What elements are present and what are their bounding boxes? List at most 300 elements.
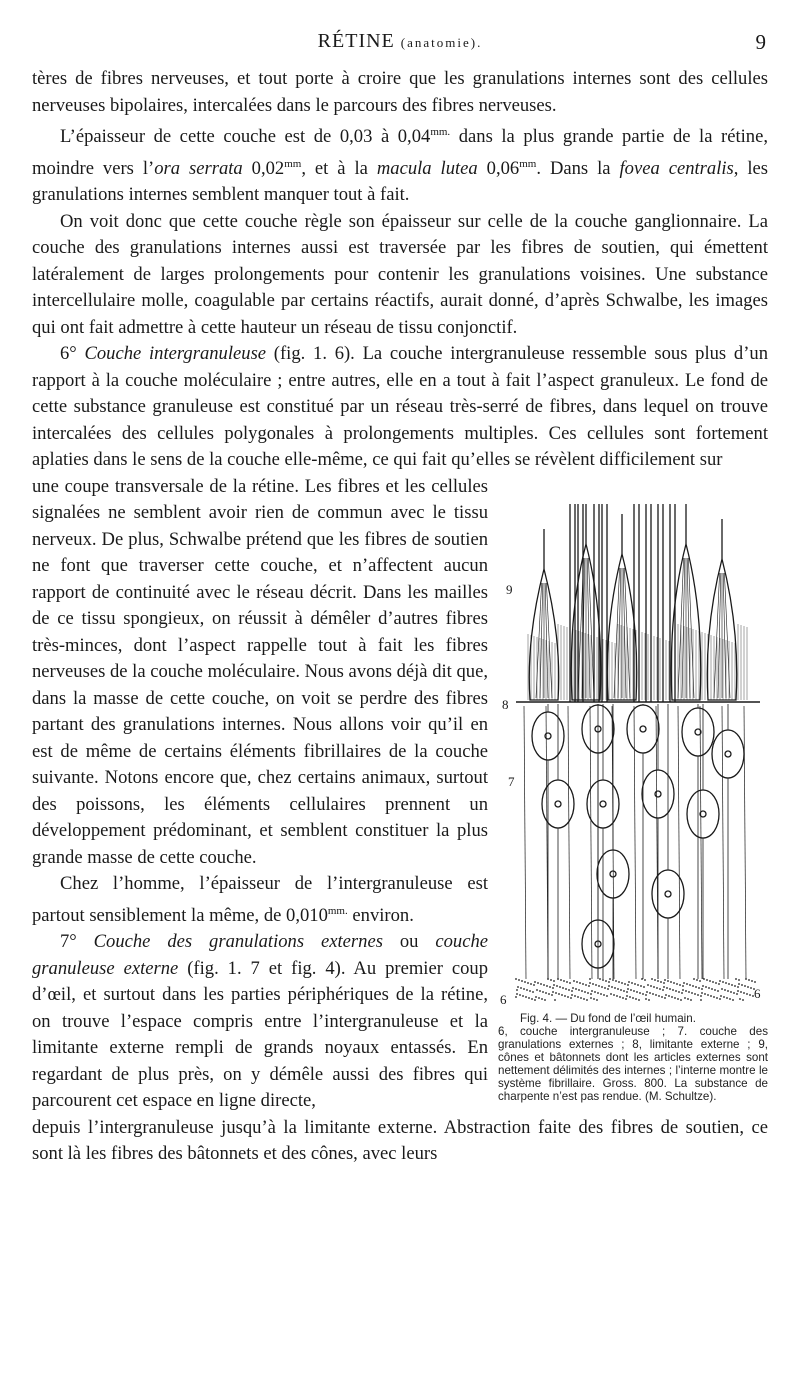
p6-num: 7° bbox=[60, 931, 94, 952]
stipple-dot bbox=[518, 979, 520, 981]
stipple-dot bbox=[550, 979, 552, 981]
stipple-dot bbox=[665, 994, 667, 996]
stipple-dot bbox=[547, 978, 549, 980]
stipple-dot bbox=[733, 992, 735, 994]
stipple-dot bbox=[587, 992, 589, 994]
stipple-dot bbox=[576, 981, 578, 983]
unit-mm: mm bbox=[519, 157, 537, 170]
stipple-dot bbox=[551, 994, 553, 996]
stipple-dot bbox=[697, 994, 699, 996]
stipple-dot bbox=[583, 998, 585, 1000]
stipple-dot bbox=[588, 985, 590, 987]
p6-heading-2: couche granuleuse externe bbox=[32, 931, 488, 979]
nucleus bbox=[687, 790, 719, 838]
stipple-dot bbox=[589, 978, 591, 980]
fovea-centralis: fovea centralis bbox=[619, 157, 734, 179]
stipple-dot bbox=[573, 980, 575, 982]
stipple-dot bbox=[671, 996, 673, 998]
stipple-dot bbox=[605, 980, 607, 982]
stipple-dot bbox=[627, 988, 629, 990]
stipple-dot bbox=[614, 987, 616, 989]
cone-fibrils bbox=[723, 573, 726, 698]
stipple-dot bbox=[532, 991, 534, 993]
stipple-dot bbox=[544, 999, 546, 1001]
stipple-dot bbox=[530, 983, 532, 985]
support-fiber bbox=[568, 706, 570, 979]
stipple-dot bbox=[517, 986, 519, 988]
stipple-dot bbox=[691, 992, 693, 994]
stipple-dot bbox=[718, 983, 720, 985]
stipple-dot bbox=[654, 979, 656, 981]
stipple-dot bbox=[616, 995, 618, 997]
stipple-dot bbox=[638, 999, 640, 1001]
stipple-dot bbox=[715, 982, 717, 984]
stipple-dot bbox=[643, 986, 645, 988]
stipple-dot bbox=[581, 990, 583, 992]
stipple-dot bbox=[728, 983, 730, 985]
stipple-dot bbox=[602, 979, 604, 981]
p4-a: (fig. 1. 6). La couche intergranuleuse ressemble sous plus d’un rapport à la couche moléculaire ; entre autres, elle en a tout à fait l’aspect granuleux. Le fond de cette substance granuleuse est constitué par un réseau très-serré de fibres, dans lequel on trouve intercalées des cellules polygonales à prolongements multiples. Ces cellules sont fortement aplaties dans le sens de la couche elle-même, ce qui fait qu’elles se révèlent difficilement sur bbox=[32, 343, 768, 470]
stipple-dot bbox=[694, 993, 696, 995]
stipple-dot bbox=[615, 980, 617, 982]
stipple-dot bbox=[572, 987, 574, 989]
stipple-dot bbox=[552, 991, 554, 993]
stipple-dot bbox=[720, 995, 722, 997]
stipple-dot bbox=[556, 985, 558, 987]
label-6-right: 6 bbox=[754, 985, 761, 1001]
p5-a: Chez l’homme, l’épaisseur de l’intergranuleuse est partout sensiblement la même, de 0,010 bbox=[32, 873, 488, 926]
stipple-dot bbox=[593, 998, 595, 1000]
nucleolus bbox=[725, 751, 731, 757]
support-fiber bbox=[744, 706, 746, 979]
stipple-dot bbox=[626, 991, 628, 993]
stipple-dot bbox=[719, 998, 721, 1000]
stipple-dot bbox=[634, 983, 636, 985]
p2-d: , et à la bbox=[301, 157, 377, 179]
stipple-dot bbox=[612, 979, 614, 981]
caption-lead: Fig. 4. — Du fond de l’œil humain. bbox=[520, 1011, 696, 1025]
stipple-dot bbox=[553, 980, 555, 982]
stipple-dot bbox=[709, 980, 711, 982]
stipple-dot bbox=[735, 978, 737, 980]
stipple-dot bbox=[592, 983, 594, 985]
stipple-dot bbox=[749, 994, 751, 996]
stipple-dot bbox=[719, 980, 721, 982]
retina-illustration bbox=[498, 474, 768, 1012]
stipple-dot bbox=[696, 979, 698, 981]
stipple-dot bbox=[653, 986, 655, 988]
stipple-dot bbox=[687, 998, 689, 1000]
p4-num: 6° bbox=[60, 343, 85, 364]
stipple-dot bbox=[700, 999, 702, 1001]
stipple-dot bbox=[579, 982, 581, 984]
body-text bbox=[32, 66, 768, 1168]
stipple-dot bbox=[637, 984, 639, 986]
nucleolus bbox=[665, 891, 671, 897]
p5-b: environ. bbox=[347, 904, 414, 926]
stipple-dot bbox=[652, 993, 654, 995]
stipple-dot bbox=[575, 988, 577, 990]
support-fiber bbox=[678, 706, 680, 979]
stipple-dot bbox=[706, 979, 708, 981]
p2-b: dans la plus grande partie de la rétine, moindre vers l’ bbox=[32, 126, 768, 179]
cone-fibrils bbox=[623, 568, 626, 698]
stipple-dot bbox=[541, 998, 543, 1000]
stipple-dot bbox=[526, 989, 528, 991]
stipple-dot bbox=[543, 984, 545, 986]
stipple-dot bbox=[734, 985, 736, 987]
stipple-dot bbox=[531, 998, 533, 1000]
stipple-dot bbox=[549, 986, 551, 988]
p2-a: L’épaisseur de cette couche est de 0,03 à 0,04 bbox=[60, 126, 431, 147]
stipple-dot bbox=[747, 986, 749, 988]
stipple-dot bbox=[591, 990, 593, 992]
stipple-dot bbox=[640, 985, 642, 987]
stipple-dot bbox=[639, 992, 641, 994]
p4-heading: Couche intergranuleuse bbox=[84, 343, 267, 364]
stipple-dot bbox=[732, 999, 734, 1001]
stipple-dot bbox=[628, 981, 630, 983]
stipple-dot bbox=[751, 980, 753, 982]
stipple-dot bbox=[666, 987, 668, 989]
stipple-dot bbox=[745, 978, 747, 980]
cone-fibrils bbox=[545, 583, 548, 698]
stipple-dot bbox=[660, 981, 662, 983]
label-9: 9 bbox=[506, 581, 513, 597]
support-fiber bbox=[722, 706, 724, 979]
cone-fibrils bbox=[718, 573, 721, 698]
caption-body: 6, couche intergranuleuse ; 7. couche des granulations externes ; 8, limitante externe ; 9, cônes et bâtonnets dont les articles externes sont nettement délimités des internes ; l’interne montre le système fibrillaire. Gross. 800. La substance de charpente n’est pas rendue. (M. Schultze). bbox=[498, 1024, 768, 1103]
stipple-dot bbox=[630, 989, 632, 991]
stipple-dot bbox=[662, 989, 664, 991]
stipple-dot bbox=[525, 996, 527, 998]
stipple-dot bbox=[596, 999, 598, 1001]
stipple-dot bbox=[738, 979, 740, 981]
stipple-dot bbox=[534, 981, 536, 983]
stipple-dot bbox=[600, 993, 602, 995]
stipple-dot bbox=[594, 991, 596, 993]
stipple-dot bbox=[678, 991, 680, 993]
unit-mm: mm bbox=[284, 157, 302, 170]
stipple-dot bbox=[673, 982, 675, 984]
stipple-dot bbox=[754, 981, 756, 983]
stipple-dot bbox=[648, 999, 650, 1001]
p2-c: 0,02 bbox=[242, 157, 285, 179]
stipple-dot bbox=[664, 979, 666, 981]
stipple-dot bbox=[701, 988, 703, 990]
stipple-dot bbox=[623, 990, 625, 992]
stipple-dot bbox=[542, 991, 544, 993]
p6-b: depuis l’intergranuleuse jusqu’à la limitante externe. Abstraction faite des fibres de soutien, ce sont là les fibres des bâtonnets et des cônes, avec leurs bbox=[32, 1116, 768, 1164]
nucleus bbox=[627, 705, 659, 753]
paragraph-4a bbox=[32, 341, 768, 474]
stipple-dot bbox=[712, 981, 714, 983]
figure-ink bbox=[515, 504, 760, 1001]
cone-fibrils bbox=[687, 558, 690, 698]
nucleus bbox=[712, 730, 744, 778]
support-fiber bbox=[524, 706, 526, 979]
stipple-dot bbox=[716, 997, 718, 999]
stipple-dot bbox=[539, 990, 541, 992]
stipple-dot bbox=[689, 984, 691, 986]
stipple-dot bbox=[727, 990, 729, 992]
stipple-dot bbox=[736, 993, 738, 995]
stipple-dot bbox=[624, 983, 626, 985]
p6-a: (fig. 1. 7 et fig. 4). Au premier coup d’œil, et surtout dans les parties périphériques de la rétine, on trouve l’espace compris entre l’intergranuleuse et la limitante externe rempli de grands noyaux entassés. En regardant de plus près, on y démêle aussi des fibres qui parcourent cet espace en ligne directe, bbox=[32, 957, 488, 1111]
stipple-dot bbox=[610, 993, 612, 995]
stipple-dot bbox=[631, 982, 633, 984]
stipple-dot bbox=[645, 998, 647, 1000]
stipple-dot bbox=[744, 985, 746, 987]
stipple-dot bbox=[619, 996, 621, 998]
stipple-dot bbox=[682, 989, 684, 991]
stipple-dot bbox=[562, 987, 564, 989]
stipple-dot bbox=[590, 993, 592, 995]
stipple-dot bbox=[626, 995, 628, 997]
stipple-dot bbox=[669, 988, 671, 990]
stipple-dot bbox=[519, 994, 521, 996]
paragraph-6b bbox=[32, 1115, 768, 1168]
stipple-dot bbox=[622, 997, 624, 999]
stipple-dot bbox=[692, 985, 694, 987]
stipple-dot bbox=[717, 990, 719, 992]
support-fiber bbox=[590, 706, 592, 979]
stipple-dot bbox=[569, 982, 571, 984]
stipple-dot bbox=[557, 978, 559, 980]
unit-mm: mm. bbox=[430, 126, 451, 138]
stipple-dot bbox=[674, 997, 676, 999]
figure-caption bbox=[498, 1012, 768, 1103]
macula-lutea: macula lutea bbox=[376, 157, 478, 179]
stipple-dot bbox=[723, 996, 725, 998]
stipple-dot bbox=[645, 994, 647, 996]
stipple-dot bbox=[704, 993, 706, 995]
stipple-dot bbox=[540, 983, 542, 985]
nucleus bbox=[532, 712, 564, 760]
stipple-dot bbox=[708, 987, 710, 989]
stipple-dot bbox=[629, 996, 631, 998]
stipple-dot bbox=[571, 990, 573, 992]
stipple-dot bbox=[737, 986, 739, 988]
page-number: 9 bbox=[755, 30, 766, 54]
label-8: 8 bbox=[502, 696, 509, 712]
paragraph-2 bbox=[32, 119, 768, 209]
cone-fibrils bbox=[618, 568, 621, 698]
label-7: 7 bbox=[508, 773, 515, 789]
p6-heading: Couche des granulations externes bbox=[93, 931, 383, 952]
stipple-dot bbox=[702, 985, 704, 987]
running-header bbox=[32, 30, 768, 60]
p2-g: , les granulations internes semblent manquer tout à fait. bbox=[32, 157, 769, 205]
stipple-dot bbox=[603, 994, 605, 996]
nucleolus bbox=[555, 801, 561, 807]
stipple-dot bbox=[746, 993, 748, 995]
stipple-dot bbox=[604, 987, 606, 989]
stipple-dot bbox=[635, 998, 637, 1000]
stipple-dot bbox=[686, 983, 688, 985]
stipple-dot bbox=[625, 998, 627, 1000]
stipple-dot bbox=[646, 991, 648, 993]
stipple-dot bbox=[663, 986, 665, 988]
stipple-dot bbox=[739, 998, 741, 1000]
stipple-dot bbox=[632, 997, 634, 999]
stipple-dot bbox=[701, 992, 703, 994]
paragraph-1 bbox=[32, 66, 768, 119]
stipple-dot bbox=[554, 999, 556, 1001]
stipple-dot bbox=[621, 982, 623, 984]
stipple-dot bbox=[649, 992, 651, 994]
figure-4 bbox=[498, 474, 768, 1103]
stipple-dot bbox=[534, 999, 536, 1001]
stipple-dot bbox=[565, 988, 567, 990]
stipple-dot bbox=[695, 986, 697, 988]
stipple-dot bbox=[598, 985, 600, 987]
stipple-dot bbox=[711, 988, 713, 990]
stipple-dot bbox=[672, 989, 674, 991]
p4-b: une coupe transversale de la rétine. Les fibres et les cellules signalées ne semblent avoir rien de commun avec le tissu nerveux. De plus, Schwalbe prétend que les fibres de soutien ne font que traverser cette couche, et n’affectent aucun rapport de continuité avec le réseau décrit. Dans les mailles de ce tissu spongieux, on réussit à démêler d’autres fibres très-minces, dont l’aspect rappelle tout à fait les fibres nerveuses de la couche moléculaire. Nous avons déjà dit que, dans la masse de cette couche, on voit se perdre des fibres partant des granulations internes. Nous allons voir qu’il en est de même de certains éléments fibrillaires de la couche suivante. Notons encore que, chez certains animaux, surtout des poissons, les éléments cellulaires prennent un développement prédominant, et semblent constituer la plus grande masse de cette couche. bbox=[32, 475, 488, 868]
support-fiber bbox=[700, 706, 702, 979]
stipple-dot bbox=[521, 980, 523, 982]
stipple-dot bbox=[627, 984, 629, 986]
stipple-dot bbox=[564, 995, 566, 997]
stipple-dot bbox=[750, 987, 752, 989]
stipple-dot bbox=[611, 986, 613, 988]
stipple-dot bbox=[651, 978, 653, 980]
stipple-dot bbox=[577, 996, 579, 998]
stipple-dot bbox=[578, 989, 580, 991]
stipple-dot bbox=[670, 981, 672, 983]
stipple-dot bbox=[650, 985, 652, 987]
stipple-dot bbox=[668, 995, 670, 997]
stipple-dot bbox=[664, 997, 666, 999]
stipple-dot bbox=[641, 978, 643, 980]
stipple-dot bbox=[584, 991, 586, 993]
stipple-dot bbox=[684, 997, 686, 999]
stipple-dot bbox=[558, 993, 560, 995]
support-fiber bbox=[634, 706, 636, 979]
stipple-dot bbox=[730, 991, 732, 993]
stipple-dot bbox=[644, 979, 646, 981]
title-main: RÉTINE bbox=[317, 30, 395, 52]
stipple-dot bbox=[601, 986, 603, 988]
stipple-dot bbox=[731, 984, 733, 986]
stipple-dot bbox=[714, 989, 716, 991]
stipple-dot bbox=[657, 980, 659, 982]
stipple-dot bbox=[725, 982, 727, 984]
running-title bbox=[32, 30, 768, 53]
stipple-dot bbox=[683, 982, 685, 984]
stipple-dot bbox=[609, 978, 611, 980]
stipple-dot bbox=[737, 990, 739, 992]
nucleus bbox=[642, 770, 674, 818]
stipple-dot bbox=[527, 982, 529, 984]
stipple-dot bbox=[606, 995, 608, 997]
stipple-dot bbox=[705, 986, 707, 988]
stipple-dot bbox=[682, 985, 684, 987]
stipple-dot bbox=[535, 996, 537, 998]
nucleolus bbox=[640, 726, 646, 732]
stipple-dot bbox=[655, 994, 657, 996]
stipple-dot bbox=[740, 991, 742, 993]
nucleolus bbox=[600, 801, 606, 807]
stipple-dot bbox=[675, 990, 677, 992]
stipple-dot bbox=[738, 983, 740, 985]
stipple-dot bbox=[559, 986, 561, 988]
stipple-dot bbox=[636, 991, 638, 993]
stipple-dot bbox=[560, 979, 562, 981]
stipple-dot bbox=[566, 981, 568, 983]
paragraph-3 bbox=[32, 209, 768, 342]
title-sub: (anatomie). bbox=[400, 35, 483, 50]
p1-text: tères de fibres nerveuses, et tout porte à croire que les granulations internes sont des cellules nerveuses bipolaires, intercalées dans le parcours des fibres nerveuses. bbox=[32, 68, 768, 116]
stipple-dot bbox=[567, 996, 569, 998]
stipple-dot bbox=[529, 990, 531, 992]
cone-fibrils bbox=[682, 558, 685, 698]
stipple-dot bbox=[667, 980, 669, 982]
stipple-dot bbox=[679, 984, 681, 986]
stipple-dot bbox=[553, 984, 555, 986]
stipple-dot bbox=[710, 995, 712, 997]
stipple-dot bbox=[568, 989, 570, 991]
stipple-dot bbox=[620, 989, 622, 991]
stipple-dot bbox=[656, 987, 658, 989]
stipple-dot bbox=[545, 992, 547, 994]
stipple-dot bbox=[516, 989, 518, 991]
stipple-dot bbox=[613, 994, 615, 996]
stipple-dot bbox=[690, 999, 692, 1001]
stipple-dot bbox=[522, 995, 524, 997]
stipple-dot bbox=[703, 978, 705, 980]
stipple-dot bbox=[595, 984, 597, 986]
stipple-dot bbox=[659, 988, 661, 990]
stipple-dot bbox=[633, 990, 635, 992]
stipple-dot bbox=[586, 999, 588, 1001]
stipple-dot bbox=[538, 997, 540, 999]
stipple-dot bbox=[742, 999, 744, 1001]
stipple-dot bbox=[722, 981, 724, 983]
unit-mm: mm. bbox=[327, 904, 348, 917]
ora-serrata: ora serrata bbox=[154, 157, 243, 179]
stipple-dot bbox=[524, 981, 526, 983]
stipple-dot bbox=[681, 992, 683, 994]
stipple-dot bbox=[698, 987, 700, 989]
stipple-dot bbox=[533, 984, 535, 986]
stipple-dot bbox=[743, 992, 745, 994]
stipple-dot bbox=[724, 989, 726, 991]
stipple-dot bbox=[599, 978, 601, 980]
stipple-dot bbox=[608, 981, 610, 983]
stipple-dot bbox=[515, 978, 517, 980]
stipple-dot bbox=[585, 984, 587, 986]
stipple-dot bbox=[729, 998, 731, 1000]
stipple-dot bbox=[580, 997, 582, 999]
stipple-dot bbox=[741, 984, 743, 986]
p6-or: ou bbox=[382, 931, 436, 952]
p2-f: . Dans la bbox=[536, 157, 620, 179]
stipple-dot bbox=[515, 996, 517, 998]
p3-text: On voit donc que cette couche règle son épaisseur sur celle de la couche ganglionnaire. La couche des granulations internes aussi est traversée par les fibres de soutien, qui émettent latéralement de larges prolongements pour contenir les granulations voisines. Une substance intercellulaire molle, coagulable par certains réactifs, aurait donné, d’après Schwalbe, les images qui ont fait admettre à cette hauteur un réseau de tissu conjonctif. bbox=[32, 210, 768, 338]
stipple-dot bbox=[688, 991, 690, 993]
stipple-dot bbox=[555, 992, 557, 994]
stipple-dot bbox=[563, 980, 565, 982]
stipple-dot bbox=[685, 990, 687, 992]
stipple-dot bbox=[520, 987, 522, 989]
stipple-dot bbox=[658, 995, 660, 997]
nucleus bbox=[682, 708, 714, 756]
stipple-dot bbox=[516, 993, 518, 995]
stipple-dot bbox=[661, 996, 663, 998]
stipple-dot bbox=[570, 997, 572, 999]
